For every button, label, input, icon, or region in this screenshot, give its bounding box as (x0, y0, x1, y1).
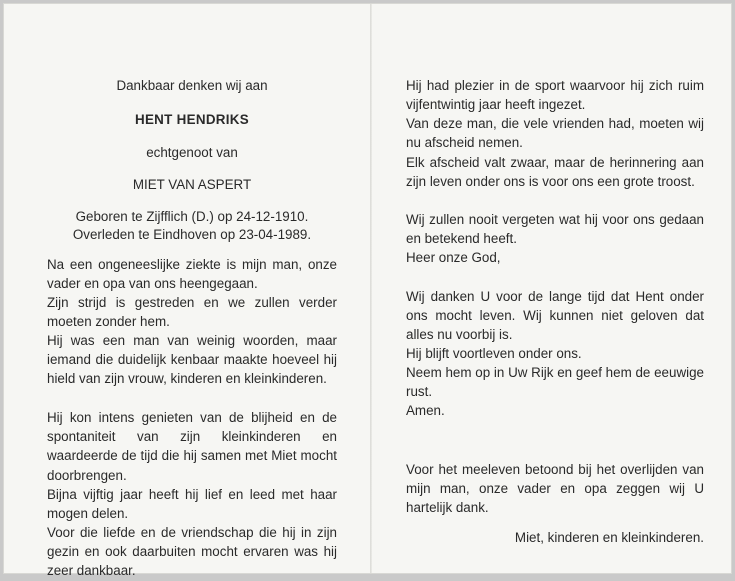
right-paragraph-1: Hij had plezier in de sport waarvoor hij zich ruim vijfentwintig jaar heeft ingezet. (406, 78, 704, 113)
right-paragraph-2: Van deze man, die vele vrienden had, moeten wij nu afscheid nemen. (406, 116, 704, 151)
birth-line: Geboren te Zijfflich (D.) op 24-12-1910. (75, 209, 309, 224)
right-paragraph-4: Wij zullen nooit vergeten wat hij voor ons gedaan en betekend heeft. (406, 212, 704, 247)
right-paragraph-3: Elk afscheid valt zwaar, maar de herinnering aan zijn leven onder ons is voor ons een grote troost. (406, 155, 704, 190)
prayer-opening: Heer onze God, (406, 250, 501, 265)
intro-line: Dankbaar denken wij aan (116, 78, 268, 93)
amen-line: Amen. (406, 403, 445, 418)
spouse-name: MIET VAN ASPERT (132, 177, 252, 192)
relation-line: echtgenoot van (146, 145, 238, 160)
left-paragraph-2: Zijn strijd is gestreden en we zullen verder moeten zonder hem. (47, 295, 337, 330)
left-paragraph-4: Hij kon intens genieten van de blijheid en de spontaniteit van zijn kleinkinderen en waardeerde de tijd die hij samen met Miet mocht doorbrengen. (47, 410, 337, 483)
left-paragraph-3: Hij was een man van weinig woorden, maar iemand die duidelijk kenbaar maakte hoeveel hij hield van zijn vrouw, kinderen en kleinkinderen. (47, 333, 337, 387)
prayer-paragraph-1: Wij danken U voor de lange tijd dat Hent onder ons mocht leven. Wij kunnen niet geloven dat alles nu voorbij is. (406, 289, 704, 343)
thanks-paragraph: Voor het meeleven betoond bij het overlijden van mijn man, onze vader en opa zeggen wij U hartelijk dank. (406, 462, 704, 516)
card-fold (370, 4, 372, 573)
prayer-paragraph-3: Neem hem op in Uw Rijk en geef hem de eeuwige rust. (406, 365, 704, 400)
signature-line: Miet, kinderen en kleinkinderen. (514, 530, 704, 545)
prayer-paragraph-2: Hij blijft voortleven onder ons. (406, 346, 582, 361)
deceased-name: HENT HENDRIKS (134, 112, 249, 127)
left-paragraph-1: Na een ongeneeslijke ziekte is mijn man, onze vader en opa van ons heengegaan. (47, 257, 337, 292)
left-paragraph-6: Voor die liefde en de vriendschap die hij in zijn gezin en ook daarbuiten mocht ervaren was hij zeer dankbaar. (47, 525, 337, 579)
left-paragraph-5: Bijna vijftig jaar heeft hij lief en leed met haar mogen delen. (47, 487, 337, 522)
memorial-card (3, 3, 732, 579)
death-line: Overleden te Eindhoven op 23-04-1989. (72, 227, 312, 242)
